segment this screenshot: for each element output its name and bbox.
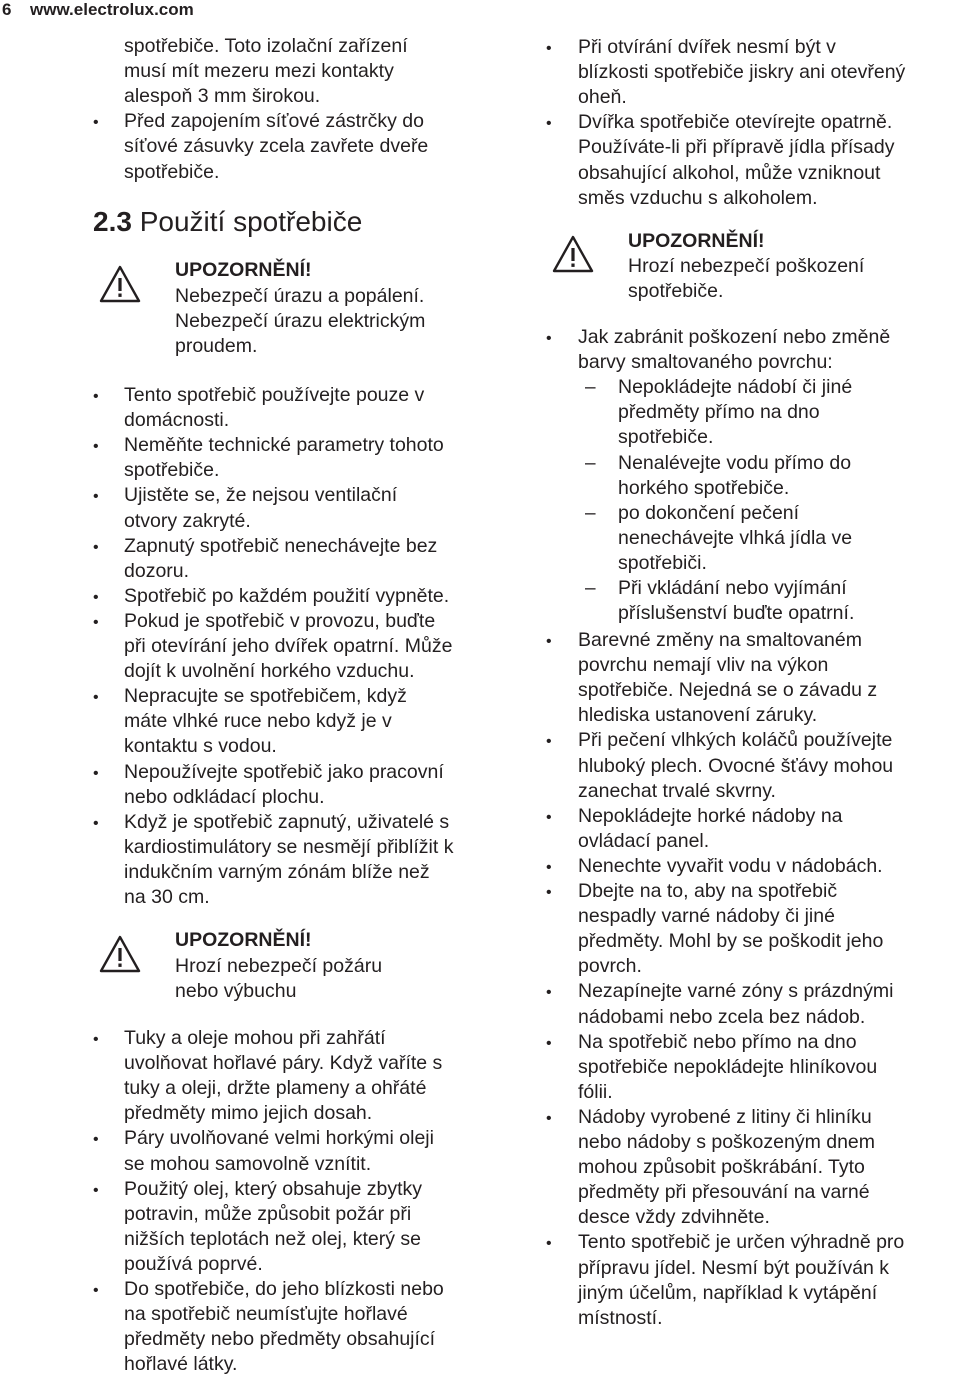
list-item-line: tuky a oleji, držte plameny a ohřáté	[124, 1077, 427, 1100]
list-item-line: Zapnutý spotřebič nenechávejte bez	[124, 534, 438, 557]
warning-triangle-icon	[98, 264, 142, 304]
list-item-line: fólii.	[578, 1080, 613, 1103]
dash-icon: –	[585, 578, 596, 599]
list-item-line: Tuky a oleje mohou při zahřátí	[124, 1027, 386, 1049]
list-item-line: Nepokládejte horké nádoby na	[578, 804, 843, 827]
bullet-icon: •	[546, 1109, 552, 1127]
paragraph-line: spotřebiče. Toto izolační zařízení	[124, 35, 408, 57]
sub-item-line: spotřebiče.	[618, 426, 714, 449]
sub-item-line: spotřebiči.	[618, 551, 707, 574]
list-item-line: na 30 cm.	[124, 886, 210, 908]
list-item-line: nebo odkládací plochu.	[124, 785, 325, 808]
bullet-icon: •	[546, 1235, 552, 1253]
sub-item-line: horkého spotřebiče.	[618, 476, 790, 499]
list-item-line: máte vlhké ruce nebo když je v	[124, 710, 392, 733]
list-item-line: oheň.	[578, 86, 627, 109]
warning-title: UPOZORNĚNÍ!	[628, 230, 765, 252]
list-item-line: barvy smaltovaného povrchu:	[578, 351, 833, 374]
site-url: www.electrolux.com	[30, 0, 194, 19]
list-item-line: uvolňovat hořlavé páry. Když vaříte s	[124, 1052, 443, 1075]
list-item-line: přípravu jídel. Nesmí být používán k	[578, 1256, 890, 1279]
list-item-line: ovládací panel.	[578, 829, 710, 852]
list-item-line: Spotřebič po každém použití vypněte.	[124, 584, 450, 607]
warning-triangle-icon	[98, 934, 142, 974]
list-item-line: nádobami nebo zcela bez nádob.	[578, 1005, 866, 1028]
list-item-line: potravin, může způsobit požár při	[124, 1202, 412, 1225]
warning-text: spotřebiče.	[628, 280, 724, 303]
list-item-line: Dvířka spotřebiče otevírejte opatrně.	[578, 111, 893, 134]
warning-text: Nebezpečí úrazu a popálení.	[175, 285, 425, 307]
list-item-line: nebo nádoby s poškozeným dnem	[578, 1131, 876, 1153]
list-item-line: Tento spotřebič je určen výhradně pro	[578, 1231, 905, 1254]
bullet-icon: •	[546, 984, 552, 1002]
sub-item-line: po dokončení pečení	[618, 501, 800, 524]
bullet-icon: •	[93, 588, 99, 606]
sub-item-line: příslušenství buďte opatrní.	[618, 602, 855, 625]
list-item-line: spotřebiče nepokládejte hliníkovou	[578, 1055, 878, 1078]
list-item-line: Použitý olej, který obsahuje zbytky	[124, 1177, 423, 1200]
list-item-line: síťové zásuvky zcela zavřete dveře	[124, 135, 429, 158]
page-number: 6	[2, 0, 12, 19]
warning-triangle-icon	[551, 234, 595, 274]
list-item-line: hořlavé látky.	[124, 1353, 238, 1376]
list-item-line: dojít k uvolnění horkého vzduchu.	[124, 660, 415, 683]
bullet-icon: •	[93, 388, 99, 405]
list-item-line: kontaktu s vodou.	[124, 735, 277, 758]
bullet-icon: •	[546, 884, 552, 901]
list-item-line: indukčním varným zónám blíže než	[124, 860, 430, 883]
list-item-line: desce vždy zdvihněte.	[578, 1206, 770, 1229]
list-item-line: povrchu nemají vliv na výkon	[578, 654, 829, 677]
list-item-line: při otevírání jeho dvířek opatrní. Může	[124, 635, 453, 657]
list-item-line: Na spotřebič nebo přímo na dno	[578, 1030, 857, 1053]
dash-icon: –	[585, 452, 596, 474]
bullet-icon: •	[93, 689, 99, 707]
list-item-line: předměty při přesouvání na varné	[578, 1181, 870, 1204]
list-item-line: spotřebiče.	[124, 459, 220, 482]
sub-item-line: Při vkládání nebo vyjímání	[618, 577, 847, 599]
bullet-icon: •	[93, 538, 99, 556]
sub-item-line: předměty přímo na dno	[618, 401, 820, 424]
list-item-line: hluboký plech. Ovocné šťávy mohou	[578, 754, 894, 777]
bullet-icon: •	[93, 764, 99, 782]
dash-icon: –	[585, 377, 596, 399]
list-item-line: domácnosti.	[124, 409, 230, 432]
sub-item-line: Nepokládejte nádobí či jiné	[618, 376, 853, 399]
list-item-line: spotřebiče. Nejedná se o závadu z	[578, 679, 878, 702]
list-item-line: kardiostimulátory se nesmějí přiblížit k	[124, 835, 454, 858]
warning-text: Hrozí nebezpečí požáru	[175, 955, 383, 977]
list-item-line: nižších teplotách než olej, který se	[124, 1227, 421, 1250]
list-item-line: mohou způsobit poškrábání. Tyto	[578, 1156, 865, 1179]
list-item-line: Neměňte technické parametry tohoto	[124, 434, 444, 457]
list-item-line: Používáte-li při přípravě jídla přísady	[578, 136, 895, 159]
list-item-line: místností.	[578, 1306, 663, 1329]
list-item-line: používá poprvé.	[124, 1252, 263, 1275]
bullet-icon: •	[93, 114, 99, 132]
section-heading	[93, 206, 362, 238]
list-item-line: otvory zakryté.	[124, 509, 251, 532]
list-item-line: předměty. Mohl by se poškodit jeho	[578, 930, 884, 953]
warning-text: nebo výbuchu	[175, 980, 297, 1003]
list-item-line: Když je spotřebič zapnutý, uživatelé s	[124, 810, 450, 833]
list-item-line: předměty nebo předměty obsahující	[124, 1328, 436, 1351]
warning-title: UPOZORNĚNÍ!	[175, 259, 312, 281]
list-item-line: Nepracujte se spotřebičem, když	[124, 685, 407, 708]
bullet-icon: •	[546, 733, 552, 751]
list-item-line: Páry uvolňované velmi horkými oleji	[124, 1127, 434, 1150]
list-item-line: směs vzduchu s alkoholem.	[578, 186, 818, 209]
bullet-icon: •	[546, 115, 552, 133]
list-item-line: Nenechte vyvařit vodu v nádobách.	[578, 854, 883, 877]
warning-title: UPOZORNĚNÍ!	[175, 929, 312, 951]
list-item-line: se mohou samovolně vznítit.	[124, 1152, 372, 1175]
list-item-line: Při otvírání dvířek nesmí být v	[578, 36, 836, 58]
list-item-line: Tento spotřebič používejte pouze v	[124, 384, 425, 406]
bullet-icon: •	[93, 438, 99, 456]
warning-text: Hrozí nebezpečí poškození	[628, 255, 865, 277]
list-item-line: předměty mimo jejich dosah.	[124, 1102, 373, 1125]
sub-item-line: nenechávejte vlhká jídla ve	[618, 526, 853, 549]
list-item-line: Nezapínejte varné zóny s prázdnými	[578, 980, 894, 1003]
list-item-line: povrch.	[578, 955, 642, 978]
list-item-line: Nádoby vyrobené z litiny či hliníku	[578, 1105, 872, 1128]
list-item-line: dozoru.	[124, 559, 190, 582]
list-item-line: jiným účelům, například k vytápění	[578, 1281, 878, 1304]
bullet-icon: •	[93, 613, 99, 631]
bullet-icon: •	[93, 1131, 99, 1149]
bullet-icon: •	[546, 1034, 552, 1052]
bullet-icon: •	[93, 488, 99, 506]
list-item-line: Do spotřebiče, do jeho blízkosti nebo	[124, 1278, 444, 1300]
section-number: 2.3	[93, 206, 132, 237]
bullet-icon: •	[546, 808, 552, 826]
page-header	[0, 0, 960, 26]
list-item-line: Nepoužívejte spotřebič jako pracovní	[124, 760, 444, 783]
paragraph-line: alespoň 3 mm širokou.	[124, 85, 321, 108]
bullet-icon: •	[546, 40, 552, 57]
sub-item-line: Nenalévejte vodu přímo do	[618, 451, 852, 474]
list-item-line: Pokud je spotřebič v provozu, buďte	[124, 609, 436, 632]
bullet-icon: •	[93, 1282, 99, 1299]
list-item-line: Jak zabránit poškození nebo změně	[578, 326, 891, 348]
list-item-line: nespadly varné nádoby či jiné	[578, 905, 835, 928]
bullet-icon: •	[546, 633, 552, 650]
section-title: Použití spotřebiče	[131, 206, 363, 237]
bullet-icon: •	[546, 330, 552, 347]
list-item-line: spotřebiče.	[124, 160, 220, 183]
dash-icon: –	[585, 502, 596, 524]
list-item-line: Barevné změny na smaltovaném	[578, 629, 862, 651]
bullet-icon: •	[546, 858, 552, 876]
bullet-icon: •	[93, 1031, 99, 1048]
list-item-line: hlediska ustanovení záruky.	[578, 704, 818, 727]
bullet-icon: •	[93, 814, 99, 832]
list-item-line: Před zapojením síťové zástrčky do	[124, 110, 424, 133]
paragraph-line: musí mít mezeru mezi kontakty	[124, 60, 394, 83]
list-item-line: blízkosti spotřebiče jiskry ani otevřený	[578, 61, 906, 84]
list-item-line: Ujistěte se, že nejsou ventilační	[124, 484, 398, 507]
warning-text: Nebezpečí úrazu elektrickým	[175, 310, 426, 333]
list-item-line: Dbejte na to, aby na spotřebič	[578, 880, 838, 902]
list-item-line: na spotřebič neumísťujte hořlavé	[124, 1303, 408, 1326]
list-item-line: zanechat trvalé skvrny.	[578, 779, 776, 802]
list-item-line: obsahující alkohol, může vzniknout	[578, 161, 881, 184]
list-item-line: Při pečení vlhkých koláčů používejte	[578, 729, 893, 752]
bullet-icon: •	[93, 1181, 99, 1199]
warning-text: proudem.	[175, 335, 258, 358]
